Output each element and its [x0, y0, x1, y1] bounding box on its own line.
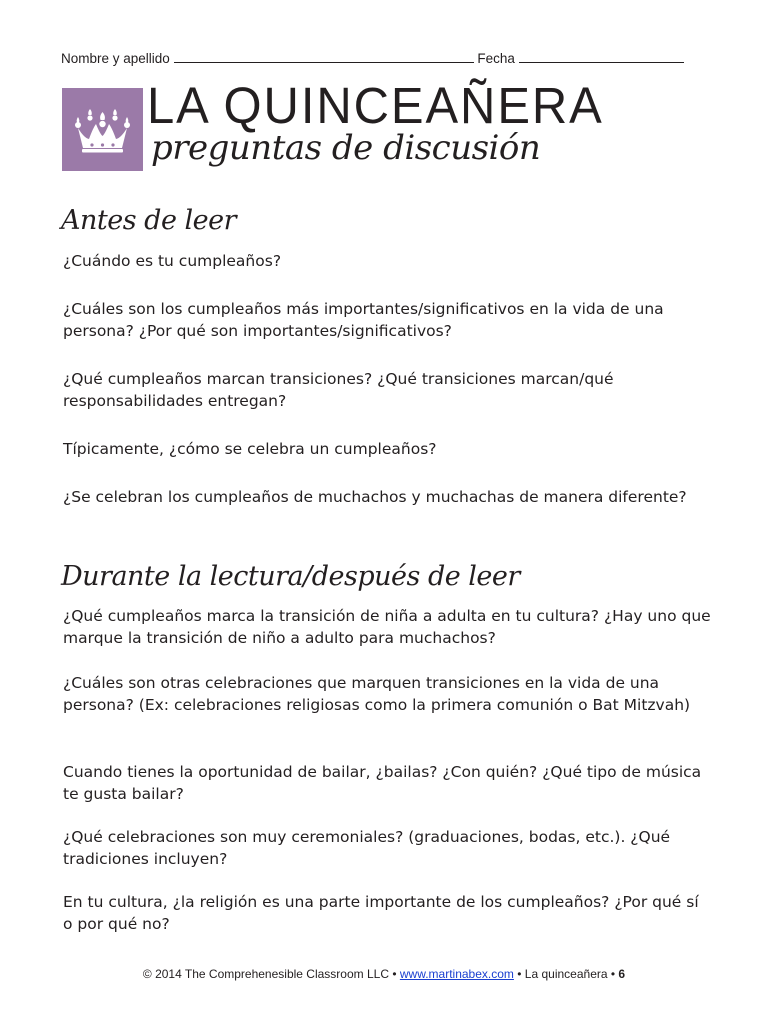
date-label: Fecha — [477, 51, 515, 66]
question-7: ¿Cuáles son otras celebraciones que marquen transiciones en la vida de una persona? (Ex: celebraciones religiosas como la primera comunión o Bat Mitzvah) — [63, 674, 691, 714]
question-3: ¿Qué cumpleaños marcan transiciones? ¿Qué transiciones marcan/qué responsabilidades entregan? — [63, 370, 614, 410]
question-8: Cuando tienes la oportunidad de bailar, ¿bailas? ¿Con quién? ¿Qué tipo de música te gusta bailar? — [63, 763, 702, 803]
name-label: Nombre y apellido — [61, 51, 170, 66]
section-heading-antes: Antes de leer — [61, 205, 236, 236]
footer — [0, 967, 768, 981]
footer-book-title: La quinceañera — [524, 967, 608, 981]
footer-website-link[interactable]: www.martinabex.com — [399, 967, 514, 981]
question-1: ¿Cuándo es tu cumpleaños? — [63, 252, 282, 270]
question-4: Típicamente, ¿cómo se celebra un cumpleaños? — [63, 440, 437, 458]
crown-icon — [62, 88, 143, 171]
name-blank[interactable] — [174, 50, 474, 63]
date-blank[interactable] — [519, 50, 684, 63]
question-10: En tu cultura, ¿la religión es una parte importante de los cumpleaños? ¿Por qué sí o por qué no? — [63, 893, 699, 933]
footer-separator: • — [389, 967, 400, 981]
footer-separator: • — [513, 967, 525, 981]
section-heading-durante: Durante la lectura/después de leer — [61, 561, 520, 592]
name-date-line — [61, 50, 707, 66]
footer-copyright: © 2014 The Comprehenesible Classroom LLC — [142, 967, 389, 981]
footer-separator: • — [607, 967, 619, 981]
logo — [62, 88, 143, 171]
page-title: LA QUINCEAÑERA — [147, 77, 604, 134]
question-6: ¿Qué cumpleaños marca la transición de niña a adulta en tu cultura? ¿Hay uno que marque la transición de niño a adulto para muchachos? — [63, 607, 711, 647]
question-2: ¿Cuáles son los cumpleaños más importantes/significativos en la vida de una persona? ¿Por qué son importantes/significativos? — [63, 300, 664, 340]
page-number: 6 — [618, 967, 626, 981]
question-5: ¿Se celebran los cumpleaños de muchachos y muchachas de manera diferente? — [63, 488, 687, 506]
question-9: ¿Qué celebraciones son muy ceremoniales? (graduaciones, bodas, etc.). ¿Qué tradiciones incluyen? — [63, 828, 671, 868]
page-subtitle: preguntas de discusión — [151, 128, 541, 168]
